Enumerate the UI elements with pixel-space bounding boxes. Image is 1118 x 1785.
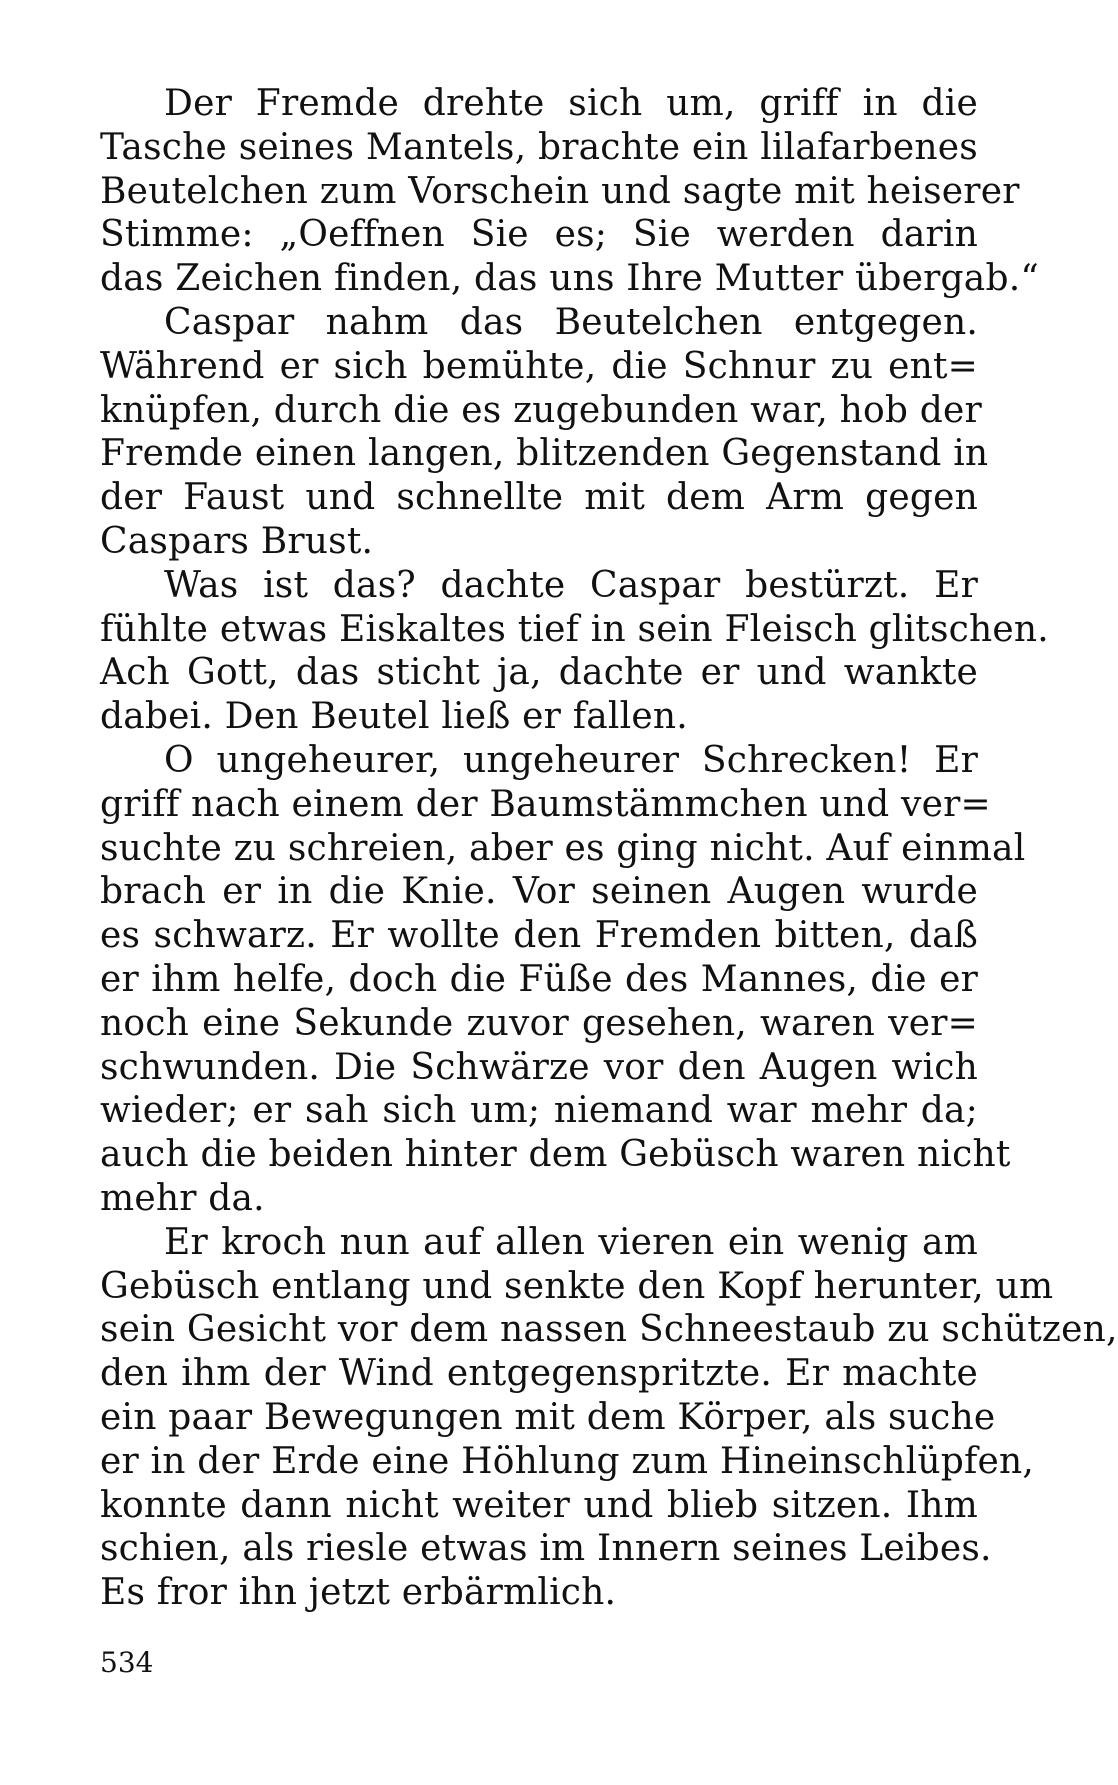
text-line: fühlte etwas Eiskaltes tief in sein Fleisch glitschen. xyxy=(100,608,1049,650)
text-line: den ihm der Wind entgegenspritzte. Er machte xyxy=(100,1353,978,1395)
text-line: Er kroch nun auf allen vieren ein wenig am xyxy=(164,1221,978,1263)
page-text xyxy=(100,82,1118,1615)
text-line: sein Gesicht vor dem nassen Schneestaub zu schützen, xyxy=(100,1309,1118,1351)
text-line: das Zeichen finden, das uns Ihre Mutter übergab.“ xyxy=(100,258,1039,300)
text-line: schien, als riesle etwas im Innern seines Leibes. xyxy=(100,1528,992,1570)
text-line: Der Fremde drehte sich um, griff in die xyxy=(164,83,978,124)
text-line: ein paar Bewegungen mit dem Körper, als suche xyxy=(100,1396,996,1438)
text-line: Stimme: „Oeffnen Sie es; Sie werden darin xyxy=(100,214,978,256)
text-line: brach er in die Knie. Vor seinen Augen wurde xyxy=(100,871,978,913)
text-line: es schwarz. Er wollte den Fremden bitten, daß xyxy=(100,915,978,957)
text-line: Caspar nahm das Beutelchen entgegen. xyxy=(164,301,978,343)
text-line: griff nach einem der Baumstämmchen und ver= xyxy=(100,783,991,825)
text-line: Während er sich bemühte, die Schnur zu ent= xyxy=(100,345,978,387)
text-line: suchte zu schreien, aber es ging nicht. Auf einmal xyxy=(100,827,1026,869)
text-line: dabei. Den Beutel ließ er fallen. xyxy=(100,696,688,738)
text-line: Gebüsch entlang und senkte den Kopf herunter, um xyxy=(100,1265,1054,1307)
text-line: Tasche seines Mantels, brachte ein lilafarbenes xyxy=(100,126,978,168)
text-line: Caspars Brust. xyxy=(100,520,374,562)
text-line: O ungeheurer, ungeheurer Schrecken! Er xyxy=(164,739,978,781)
text-line: wieder; er sah sich um; niemand war mehr da; xyxy=(100,1090,978,1132)
text-line: noch eine Sekunde zuvor gesehen, waren ver= xyxy=(100,1002,978,1044)
text-line: Beutelchen zum Vorschein und sagte mit heiserer xyxy=(100,170,1020,212)
text-line: konnte dann nicht weiter und blieb sitzen. Ihm xyxy=(100,1484,978,1526)
text-line: Was ist das? dachte Caspar bestürzt. Er xyxy=(164,564,978,606)
text-line: Es fror ihn jetzt erbärmlich. xyxy=(100,1572,617,1614)
page-number: 534 xyxy=(100,1646,154,1679)
text-line: er in der Erde eine Höhlung zum Hineinschlüpfen, xyxy=(100,1440,1035,1482)
text-line: Fremde einen langen, blitzenden Gegenstand in xyxy=(100,433,989,475)
text-line: schwunden. Die Schwärze vor den Augen wich xyxy=(100,1046,978,1088)
text-line: er ihm helfe, doch die Füße des Mannes, die er xyxy=(100,958,978,1000)
text-line: der Faust und schnellte mit dem Arm gegen xyxy=(100,477,978,519)
text-line: Ach Gott, das sticht ja, dachte er und wankte xyxy=(100,652,978,694)
text-line: knüpfen, durch die es zugebunden war, hob der xyxy=(100,389,982,431)
text-line: mehr da. xyxy=(100,1177,265,1219)
text-line: auch die beiden hinter dem Gebüsch waren nicht xyxy=(100,1134,1011,1176)
